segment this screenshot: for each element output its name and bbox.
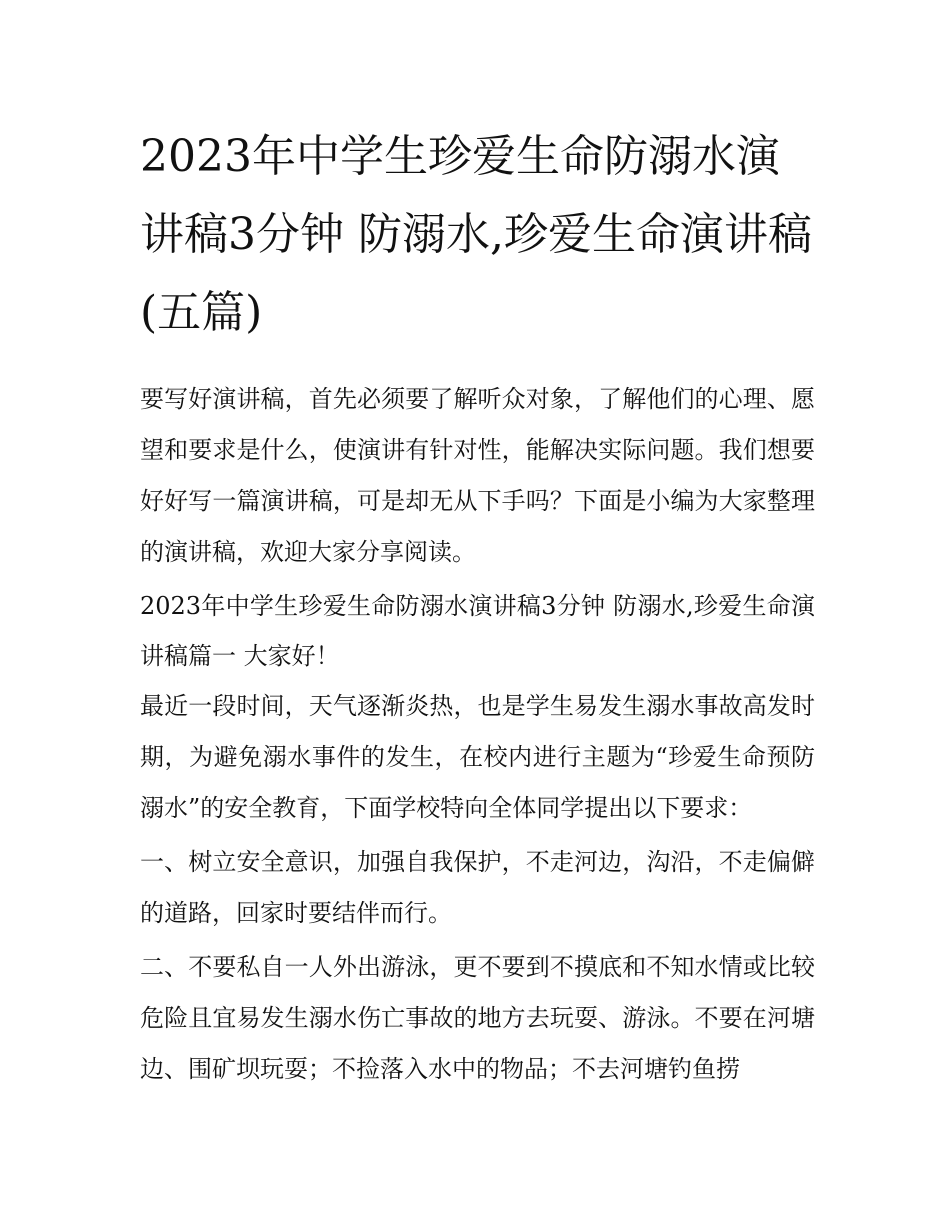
document-title: 2023年中学生珍爱生命防溺水演讲稿3分钟 防溺水,珍爱生命演讲稿(五篇) (140, 131, 812, 338)
intro-paragraph: 要写好演讲稿，首先必须要了解听众对象，了解他们的心理、愿望和要求是什么，使演讲有针对性，能解决实际问题。我们想要好好写一篇演讲稿，可是却无从下手吗？下面是小编为大家整理的演讲稿，欢迎大家分享阅读。 (140, 385, 815, 566)
section-heading-paragraph: 2023年中学生珍爱生命防溺水演讲稿3分钟 防溺水,珍爱生命演讲稿篇一 大家好！ (140, 592, 815, 670)
body-paragraph-1: 最近一段时间，天气逐渐炎热，也是学生易发生溺水事故高发时期，为避免溺水事件的发生，在校内进行主题为“珍爱生命预防溺水”的安全教育，下面学校特向全体同学提出以下要求： (140, 692, 815, 822)
body-paragraph-3: 二、不要私自一人外出游泳，更不要到不摸底和不知水情或比较危险且宜易发生溺水伤亡事故的地方去玩耍、游泳。不要在河塘边、围矿坝玩耍；不捡落入水中的物品；不去河塘钓鱼捞 (140, 953, 815, 1083)
document-page (140, 118, 815, 1095)
body-paragraph-2: 一、树立安全意识，加强自我保护，不走河边，沟沿，不走偏僻的道路，回家时要结伴而行。 (140, 848, 815, 927)
